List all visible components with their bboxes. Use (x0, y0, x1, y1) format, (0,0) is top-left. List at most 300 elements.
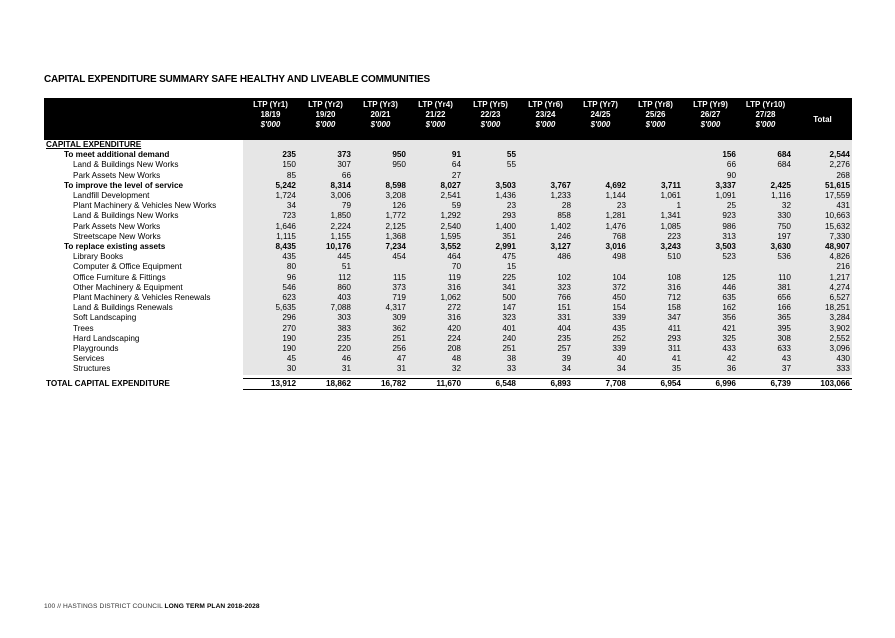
value-cell: 1,144 (573, 191, 628, 201)
value-cell: 23 (463, 201, 518, 211)
value-cell: 190 (243, 344, 298, 354)
value-cell: 308 (738, 334, 793, 344)
row-label: Trees (73, 323, 94, 333)
value-cell (518, 140, 573, 150)
value-cell: 48 (408, 354, 463, 364)
value-cell: 1,595 (408, 232, 463, 242)
value-cell: 719 (353, 293, 408, 303)
column-header-year: 20/21 (370, 110, 391, 119)
value-cell: 66 (298, 171, 353, 181)
value-cell: 43 (738, 354, 793, 364)
value-cell: 251 (353, 334, 408, 344)
row-label: Structures (73, 364, 111, 374)
value-cell: 51 (298, 262, 353, 272)
value-cell (518, 160, 573, 170)
value-cell: 246 (518, 232, 573, 242)
column-header-ltp: LTP (Yr7) (583, 100, 618, 109)
value-cell: 235 (298, 334, 353, 344)
value-cell: 339 (573, 313, 628, 323)
value-cell: 313 (683, 232, 738, 242)
value-cell: 454 (353, 252, 408, 262)
column-header-unit: $'000 (480, 120, 501, 129)
value-cell: 858 (518, 211, 573, 221)
total-cell: 2,552 (793, 334, 852, 344)
value-cell: 80 (243, 262, 298, 272)
value-cell: 10,176 (298, 242, 353, 252)
value-cell: 347 (628, 313, 683, 323)
value-cell (573, 160, 628, 170)
value-cell: 55 (463, 160, 518, 170)
value-cell: 257 (518, 344, 573, 354)
row-label: Streetscape New Works (73, 231, 161, 241)
value-cell: 341 (463, 283, 518, 293)
value-cell: 475 (463, 252, 518, 262)
row-label: Office Furniture & Fittings (73, 272, 166, 282)
value-cell: 373 (298, 150, 353, 160)
value-cell: 1,116 (738, 191, 793, 201)
value-cell: 2,991 (463, 242, 518, 252)
column-header-unit: $'000 (535, 120, 556, 129)
value-cell: 403 (298, 293, 353, 303)
value-cell: 5,242 (243, 181, 298, 191)
value-cell: 151 (518, 303, 573, 313)
table-row (44, 344, 852, 354)
value-cell: 404 (518, 324, 573, 334)
row-label: Computer & Office Equipment (73, 262, 182, 272)
value-cell: 28 (518, 201, 573, 211)
value-cell: 47 (353, 354, 408, 364)
table-row (44, 211, 852, 221)
capex-table-container (44, 98, 852, 390)
row-label: Playgrounds (73, 344, 119, 354)
value-cell: 523 (683, 252, 738, 262)
value-cell: 307 (298, 160, 353, 170)
value-cell (243, 140, 298, 150)
value-cell (628, 150, 683, 160)
table-row (44, 252, 852, 262)
value-cell: 220 (298, 344, 353, 354)
value-cell: 411 (628, 324, 683, 334)
value-cell: 323 (518, 283, 573, 293)
value-cell: 923 (683, 211, 738, 221)
row-label: Land & Buildings New Works (73, 160, 179, 170)
value-cell (628, 262, 683, 272)
column-header-unit: $'000 (370, 120, 391, 129)
value-cell: 401 (463, 324, 518, 334)
row-label: Landfill Development (73, 191, 150, 201)
column-header-unit: $'000 (260, 120, 281, 129)
value-cell: 1,772 (353, 211, 408, 221)
value-cell: 70 (408, 262, 463, 272)
value-cell: 256 (353, 344, 408, 354)
value-cell: 3,503 (463, 181, 518, 191)
value-cell: 32 (738, 201, 793, 211)
value-cell: 31 (298, 364, 353, 374)
value-cell: 5,635 (243, 303, 298, 313)
table-row (44, 378, 852, 389)
page-title: CAPITAL EXPENDITURE SUMMARY SAFE HEALTHY AND LIVEABLE COMMUNITIES (44, 74, 430, 85)
value-cell: 339 (573, 344, 628, 354)
value-cell: 37 (738, 364, 793, 374)
value-cell: 104 (573, 273, 628, 283)
column-header-year: 18/19 (260, 110, 281, 119)
column-header-ltp: LTP (Yr10) (745, 100, 786, 109)
value-cell: 34 (243, 201, 298, 211)
value-cell: 8,027 (408, 181, 463, 191)
value-cell: 1,155 (298, 232, 353, 242)
column-header-year: 26/27 (700, 110, 721, 119)
value-cell: 433 (683, 344, 738, 354)
value-cell: 303 (298, 313, 353, 323)
value-cell: 3,127 (518, 242, 573, 252)
value-cell: 6,996 (683, 378, 738, 389)
column-header-yr3 (353, 98, 408, 140)
total-cell: 4,274 (793, 283, 852, 293)
value-cell: 240 (463, 334, 518, 344)
value-cell (683, 262, 738, 272)
value-cell: 1,115 (243, 232, 298, 242)
value-cell: 38 (463, 354, 518, 364)
value-cell: 498 (573, 252, 628, 262)
value-cell: 296 (243, 313, 298, 323)
value-cell: 252 (573, 334, 628, 344)
value-cell: 13,912 (243, 378, 298, 389)
page-footer (44, 603, 260, 610)
value-cell (573, 140, 628, 150)
table-row (44, 324, 852, 334)
value-cell: 623 (243, 293, 298, 303)
value-cell: 23 (573, 201, 628, 211)
value-cell: 1,281 (573, 211, 628, 221)
value-cell: 684 (738, 160, 793, 170)
value-cell: 32 (408, 364, 463, 374)
total-cell: 431 (793, 201, 852, 211)
column-header-ltp: LTP (Yr1) (253, 100, 288, 109)
table-row (44, 181, 852, 191)
value-cell: 325 (683, 334, 738, 344)
column-header-yr10 (738, 98, 793, 140)
column-header-total: Total (793, 98, 852, 140)
value-cell: 546 (243, 283, 298, 293)
value-cell: 420 (408, 324, 463, 334)
column-header-yr1 (243, 98, 298, 140)
table-row (44, 303, 852, 313)
row-label: Hard Landscaping (73, 333, 140, 343)
value-cell: 1,724 (243, 191, 298, 201)
value-cell: 1,476 (573, 222, 628, 232)
value-cell: 1,233 (518, 191, 573, 201)
value-cell: 435 (243, 252, 298, 262)
value-cell: 34 (573, 364, 628, 374)
row-label: To replace existing assets (64, 242, 166, 252)
value-cell: 208 (408, 344, 463, 354)
value-cell: 446 (683, 283, 738, 293)
value-cell: 351 (463, 232, 518, 242)
value-cell: 316 (628, 283, 683, 293)
value-cell: 536 (738, 252, 793, 262)
value-cell: 3,208 (353, 191, 408, 201)
value-cell: 4,692 (573, 181, 628, 191)
column-header-year: 25/26 (645, 110, 666, 119)
value-cell: 225 (463, 273, 518, 283)
value-cell (518, 262, 573, 272)
value-cell: 293 (628, 334, 683, 344)
value-cell: 293 (463, 211, 518, 221)
value-cell: 633 (738, 344, 793, 354)
capex-table (44, 98, 852, 390)
column-header-ltp: LTP (Yr8) (638, 100, 673, 109)
value-cell: 16,782 (353, 378, 408, 389)
value-cell: 684 (738, 150, 793, 160)
value-cell: 3,006 (298, 191, 353, 201)
column-header-unit: $'000 (315, 120, 336, 129)
value-cell (353, 262, 408, 272)
value-cell: 8,435 (243, 242, 298, 252)
value-cell (628, 160, 683, 170)
value-cell: 6,954 (628, 378, 683, 389)
value-cell: 35 (628, 364, 683, 374)
value-cell: 950 (353, 150, 408, 160)
value-cell: 2,224 (298, 222, 353, 232)
value-cell: 1,400 (463, 222, 518, 232)
value-cell: 766 (518, 293, 573, 303)
value-cell: 91 (408, 150, 463, 160)
value-cell: 112 (298, 273, 353, 283)
table-row (44, 313, 852, 323)
value-cell: 272 (408, 303, 463, 313)
value-cell: 1,436 (463, 191, 518, 201)
value-cell (298, 140, 353, 150)
table-row (44, 283, 852, 293)
value-cell: 3,337 (683, 181, 738, 191)
column-header-yr8 (628, 98, 683, 140)
column-header-ltp: LTP (Yr9) (693, 100, 728, 109)
total-cell: 4,826 (793, 252, 852, 262)
row-label: Land & Buildings Renewals (73, 303, 173, 313)
table-row (44, 201, 852, 211)
total-cell: 3,902 (793, 324, 852, 334)
table-row (44, 150, 852, 160)
value-cell: 372 (573, 283, 628, 293)
value-cell: 311 (628, 344, 683, 354)
total-cell: 48,907 (793, 242, 852, 252)
total-cell (793, 140, 852, 150)
column-header-year: 22/23 (480, 110, 501, 119)
value-cell: 6,893 (518, 378, 573, 389)
total-cell: 1,217 (793, 273, 852, 283)
column-header-year: 23/24 (535, 110, 556, 119)
value-cell: 55 (463, 150, 518, 160)
total-cell: 10,663 (793, 211, 852, 221)
total-cell: 333 (793, 364, 852, 374)
value-cell: 79 (298, 201, 353, 211)
value-cell (353, 140, 408, 150)
value-cell: 156 (683, 150, 738, 160)
row-label: Services (73, 354, 105, 364)
value-cell: 712 (628, 293, 683, 303)
value-cell: 986 (683, 222, 738, 232)
table-row (44, 262, 852, 272)
total-cell: 2,544 (793, 150, 852, 160)
value-cell (573, 171, 628, 181)
value-cell (683, 140, 738, 150)
total-cell: 216 (793, 262, 852, 272)
table-row (44, 191, 852, 201)
value-cell: 1,402 (518, 222, 573, 232)
value-cell: 3,630 (738, 242, 793, 252)
value-cell: 224 (408, 334, 463, 344)
column-header-ltp: LTP (Yr2) (308, 100, 343, 109)
value-cell: 2,541 (408, 191, 463, 201)
value-cell: 110 (738, 273, 793, 283)
value-cell: 154 (573, 303, 628, 313)
value-cell: 1,292 (408, 211, 463, 221)
row-label: Library Books (73, 252, 124, 262)
value-cell: 2,125 (353, 222, 408, 232)
value-cell: 45 (243, 354, 298, 364)
value-cell: 1 (628, 201, 683, 211)
value-cell: 365 (738, 313, 793, 323)
value-cell: 6,739 (738, 378, 793, 389)
row-label: CAPITAL EXPENDITURE (46, 140, 142, 149)
row-label: Plant Machinery & Vehicles New Works (73, 201, 217, 211)
value-cell: 11,670 (408, 378, 463, 389)
value-cell: 510 (628, 252, 683, 262)
value-cell: 1,091 (683, 191, 738, 201)
value-cell: 395 (738, 324, 793, 334)
value-cell: 90 (683, 171, 738, 181)
column-header-year: 27/28 (755, 110, 776, 119)
value-cell (463, 171, 518, 181)
value-cell (518, 150, 573, 160)
value-cell: 373 (353, 283, 408, 293)
value-cell (628, 171, 683, 181)
value-cell: 25 (683, 201, 738, 211)
column-header-unit: $'000 (590, 120, 611, 129)
table-row (44, 232, 852, 242)
row-label: Park Assets New Works (73, 170, 161, 180)
table-row (44, 273, 852, 283)
value-cell: 235 (243, 150, 298, 160)
table-row (44, 334, 852, 344)
value-cell: 1,850 (298, 211, 353, 221)
value-cell: 464 (408, 252, 463, 262)
value-cell: 435 (573, 324, 628, 334)
value-cell: 31 (353, 364, 408, 374)
value-cell (463, 140, 518, 150)
table-row (44, 140, 852, 150)
table-body (44, 140, 852, 389)
value-cell: 34 (518, 364, 573, 374)
value-cell: 486 (518, 252, 573, 262)
column-header-ltp: LTP (Yr6) (528, 100, 563, 109)
value-cell: 102 (518, 273, 573, 283)
total-cell: 17,559 (793, 191, 852, 201)
value-cell: 59 (408, 201, 463, 211)
value-cell: 147 (463, 303, 518, 313)
value-cell: 381 (738, 283, 793, 293)
value-cell: 421 (683, 324, 738, 334)
table-row (44, 242, 852, 252)
value-cell: 500 (463, 293, 518, 303)
column-header-yr4 (408, 98, 463, 140)
column-header-year: 24/25 (590, 110, 611, 119)
value-cell (518, 171, 573, 181)
table-row (44, 160, 852, 170)
value-cell: 27 (408, 171, 463, 181)
value-cell: 3,243 (628, 242, 683, 252)
total-cell: 2,276 (793, 160, 852, 170)
total-cell: 18,251 (793, 303, 852, 313)
column-header-ltp: LTP (Yr3) (363, 100, 398, 109)
column-header-unit: $'000 (645, 120, 666, 129)
value-cell: 330 (738, 211, 793, 221)
column-header-ltp: LTP (Yr4) (418, 100, 453, 109)
value-cell: 85 (243, 171, 298, 181)
value-cell: 316 (408, 313, 463, 323)
value-cell: 270 (243, 324, 298, 334)
value-cell: 331 (518, 313, 573, 323)
value-cell: 316 (408, 283, 463, 293)
row-label: Other Machinery & Equipment (73, 282, 183, 292)
table-row (44, 171, 852, 181)
value-cell (738, 262, 793, 272)
value-cell: 1,061 (628, 191, 683, 201)
column-header-unit: $'000 (425, 120, 446, 129)
value-cell: 383 (298, 324, 353, 334)
value-cell: 323 (463, 313, 518, 323)
value-cell: 150 (243, 160, 298, 170)
value-cell: 64 (408, 160, 463, 170)
value-cell: 3,711 (628, 181, 683, 191)
value-cell: 3,503 (683, 242, 738, 252)
value-cell: 309 (353, 313, 408, 323)
column-header-year: 19/20 (315, 110, 336, 119)
total-cell: 51,615 (793, 181, 852, 191)
value-cell: 158 (628, 303, 683, 313)
column-header-unit: $'000 (700, 120, 721, 129)
value-cell: 223 (628, 232, 683, 242)
value-cell: 8,314 (298, 181, 353, 191)
value-cell (408, 140, 463, 150)
value-cell: 635 (683, 293, 738, 303)
value-cell: 46 (298, 354, 353, 364)
value-cell: 2,425 (738, 181, 793, 191)
value-cell: 96 (243, 273, 298, 283)
value-cell: 41 (628, 354, 683, 364)
value-cell: 39 (518, 354, 573, 364)
value-cell: 750 (738, 222, 793, 232)
value-cell: 33 (463, 364, 518, 374)
value-cell: 7,234 (353, 242, 408, 252)
value-cell: 197 (738, 232, 793, 242)
value-cell: 119 (408, 273, 463, 283)
value-cell: 450 (573, 293, 628, 303)
value-cell: 162 (683, 303, 738, 313)
value-cell: 7,708 (573, 378, 628, 389)
value-cell: 362 (353, 324, 408, 334)
value-cell: 723 (243, 211, 298, 221)
column-header-yr7 (573, 98, 628, 140)
total-cell: 103,066 (793, 378, 852, 389)
value-cell: 1,646 (243, 222, 298, 232)
column-header-yr2 (298, 98, 353, 140)
value-cell: 2,540 (408, 222, 463, 232)
value-cell: 166 (738, 303, 793, 313)
value-cell (573, 150, 628, 160)
value-cell: 1,341 (628, 211, 683, 221)
value-cell: 66 (683, 160, 738, 170)
